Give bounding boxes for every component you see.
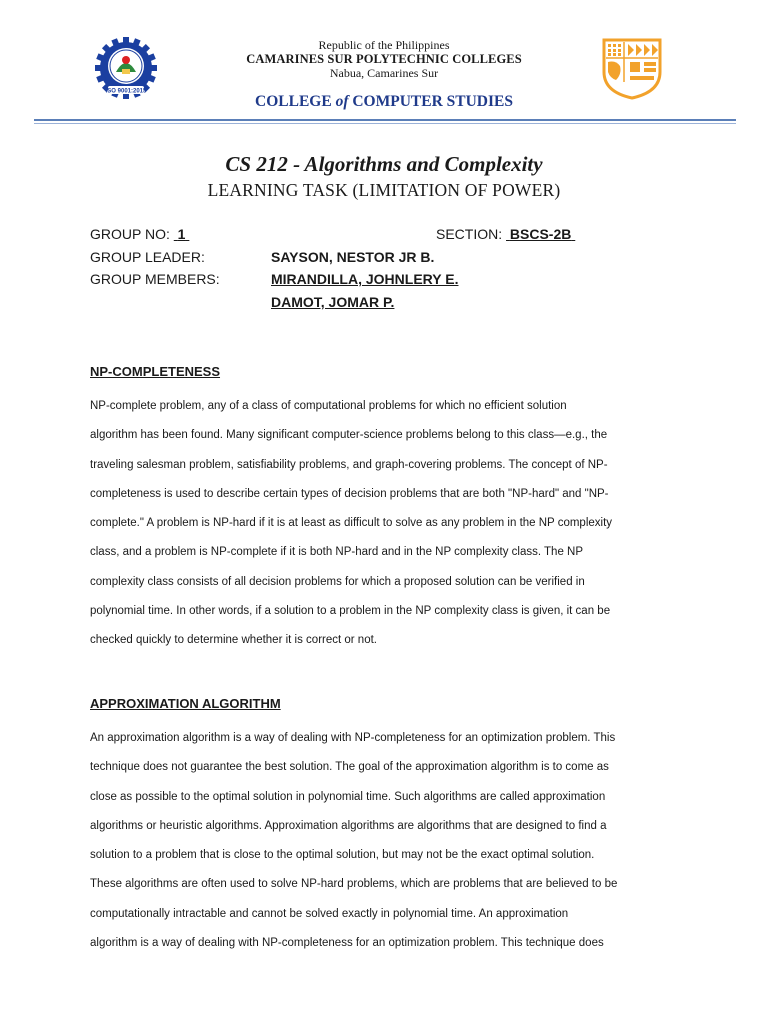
- group-no-label: GROUP NO: 1: [90, 225, 189, 243]
- dept-of: of: [335, 93, 349, 110]
- group-member: DAMOT, JOMAR P.: [271, 294, 395, 310]
- group-leader-label: GROUP LEADER:: [90, 249, 205, 265]
- header-department: [0, 92, 768, 112]
- header-college-name: CAMARINES SUR POLYTECHNIC COLLEGES: [246, 52, 522, 66]
- paragraph-line: traveling salesman problem, satisfiability problems, and graph-covering problems. The concept of NP-: [90, 458, 608, 471]
- paragraph-line: technique does not guarantee the best solution. The goal of the approximation algorithm is to come as: [90, 761, 609, 774]
- header-divider: [34, 119, 736, 121]
- paragraph-line: NP-complete problem, any of a class of computational problems for which no efficient solution: [90, 400, 567, 412]
- document-title: CS 212 - Algorithms and Complexity: [225, 152, 543, 176]
- paragraph-line: An approximation algorithm is a way of dealing with NP-completeness for an optimization problem. This: [90, 732, 616, 744]
- paragraph-line: completeness is used to describe certain types of decision problems that are both "NP-hard" and "NP-: [90, 487, 609, 500]
- paragraph-line: These algorithms are often used to solve NP-hard problems, which are problems that are believed to be: [90, 878, 618, 891]
- document-subtitle: LEARNING TASK (LIMITATION OF POWER): [207, 180, 561, 200]
- svg-text:ISO 9001:2015: ISO 9001:2015: [105, 88, 147, 95]
- paragraph-line: algorithm is a way of dealing with NP-completeness for an optimization problem. This technique does: [90, 937, 604, 950]
- group-member: MIRANDILLA, JOHNLERY E.: [271, 271, 459, 287]
- paragraph-line: algorithms or heuristic algorithms. Approximation algorithms are algorithms that are designed to find a: [90, 819, 607, 832]
- header-divider-thin: [34, 123, 736, 124]
- section-label: SECTION:: [436, 226, 503, 242]
- dept-post: COMPUTER STUDIES: [348, 93, 513, 110]
- paragraph-line: polynomial time. In other words, if a solution to a problem in the NP complexity class is given, it can be: [90, 605, 611, 618]
- header-address: Nabua, Camarines Sur: [329, 66, 439, 80]
- paragraph-line: checked quickly to determine whether it is correct or not.: [90, 634, 377, 647]
- section-heading-np-completeness: NP-COMPLETENESS: [90, 364, 221, 379]
- section-field: [436, 225, 575, 243]
- paragraph-line: class, and a problem is NP-complete if it is both NP-hard and in the NP complexity class. The NP: [90, 546, 584, 559]
- section-value: BSCS-2B: [509, 226, 572, 242]
- header-republic: Republic of the Philippines: [318, 38, 450, 52]
- paragraph-line: complete." A problem is NP-hard if it is at least as difficult to solve as any problem in the NP complexity: [90, 517, 613, 530]
- group-leader-value: SAYSON, NESTOR JR B.: [271, 249, 435, 265]
- group-no-value: 1: [177, 226, 186, 242]
- dept-pre: COLLEGE: [255, 93, 336, 110]
- paragraph-line: solution to a problem that is close to the optimal solution, but may not be the exact optimal solution.: [90, 849, 595, 862]
- group-members-label: GROUP MEMBERS:: [90, 271, 220, 287]
- paragraph-line: complexity class consists of all decision problems for which a proposed solution can be verified in: [90, 575, 585, 588]
- paragraph-line: algorithm has been found. Many significant computer-science problems belong to this class—e.g., the: [90, 429, 608, 442]
- paragraph-line: computationally intractable and cannot be solved exactly in polynomial time. An approximation: [90, 907, 569, 920]
- section-heading-approximation-algorithm: APPROXIMATION ALGORITHM: [90, 696, 281, 711]
- paragraph-line: close as possible to the optimal solution in polynomial time. Such algorithms are called approximation: [90, 790, 606, 803]
- section-body-np-completeness: [90, 392, 680, 656]
- section-body-approximation-algorithm: [90, 724, 680, 958]
